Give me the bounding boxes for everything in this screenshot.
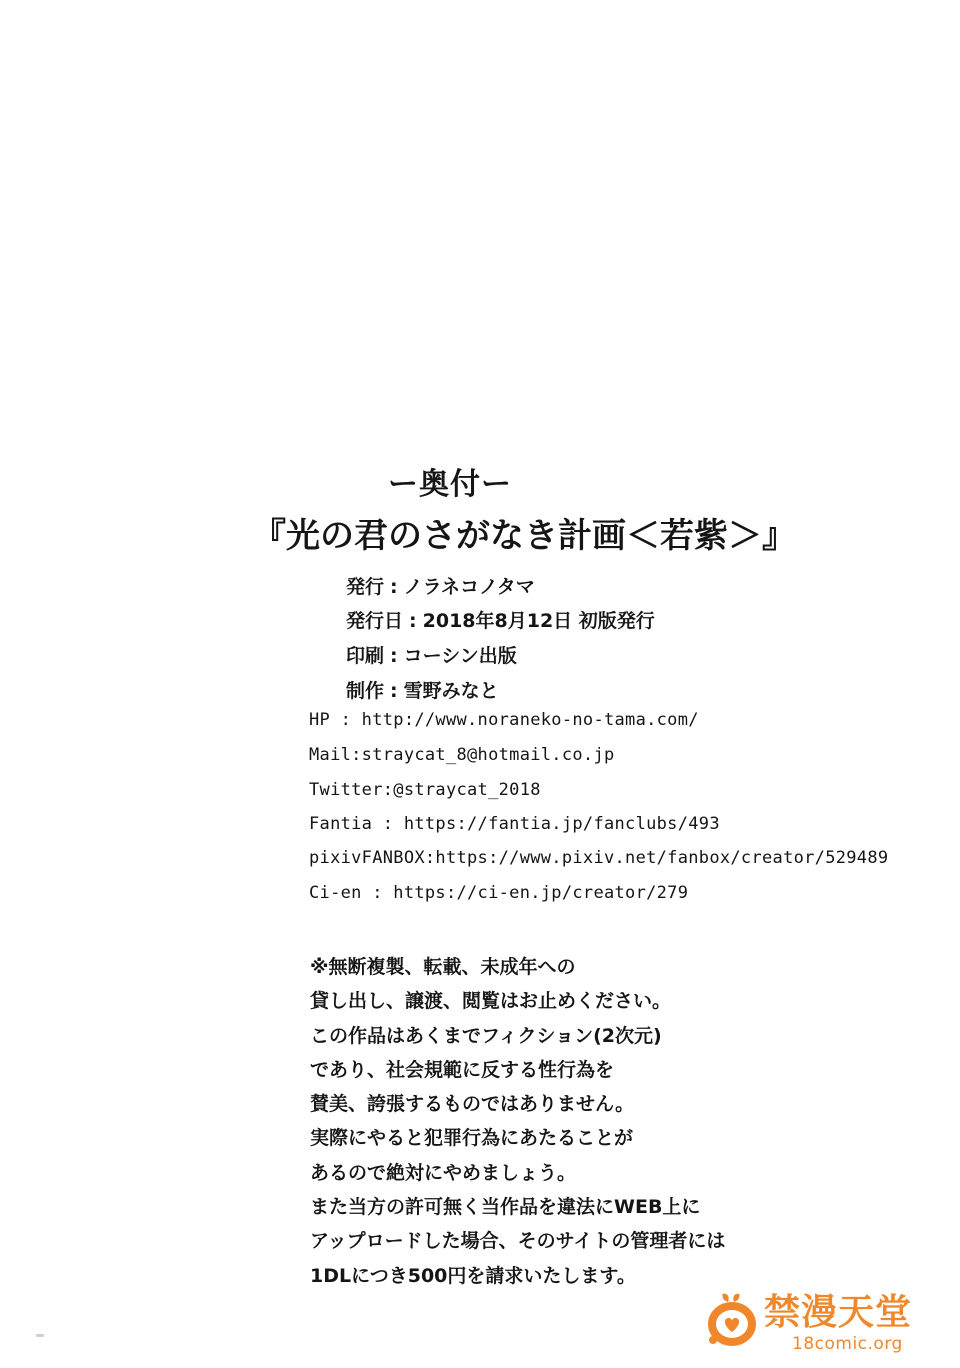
info-value: ノラネコノタマ	[403, 576, 535, 598]
info-row-production	[346, 676, 499, 703]
notice-line: あるので絶対にやめましょう。	[310, 1161, 577, 1184]
watermark-url: 18comic.org	[792, 1334, 903, 1354]
info-row-publish-date	[346, 606, 655, 633]
contact-mail: Mail:straycat_8@hotmail.co.jp	[309, 745, 615, 765]
scan-speck	[36, 1334, 44, 1337]
notice-line: 賛美、誇張するものではありません。	[310, 1093, 635, 1116]
copyright-notice	[310, 950, 725, 1293]
info-row-printer	[346, 641, 517, 668]
info-value: 雪野みなと	[403, 680, 499, 702]
info-value: コーシン出版	[403, 645, 517, 667]
info-separator: :	[390, 645, 398, 667]
colophon-heading: ー奥付ー	[388, 467, 512, 502]
info-label: 印刷	[346, 645, 385, 667]
info-separator: :	[390, 680, 398, 702]
info-label: 発行日	[346, 610, 404, 632]
book-title: 『光の君のさがなき計画＜若紫＞』	[252, 516, 796, 556]
watermark-mascot-icon	[704, 1290, 760, 1350]
info-separator: :	[390, 576, 398, 598]
notice-line: 貸し出し、譲渡、閲覧はお止めください。	[310, 990, 672, 1013]
contact-fantia: Fantia : https://fantia.jp/fanclubs/493	[309, 814, 720, 834]
notice-line: であり、社会規範に反する性行為を	[310, 1058, 615, 1081]
info-label: 発行	[346, 576, 385, 598]
contact-homepage: HP : http://www.noraneko-no-tama.com/	[309, 710, 699, 730]
notice-line: 実際にやると犯罪行為にあたることが	[310, 1127, 634, 1150]
contact-pixivfanbox: pixivFANBOX:https://www.pixiv.net/fanbox/creator/529489	[309, 848, 889, 868]
watermark	[700, 1282, 940, 1362]
notice-line: また当方の許可無く当作品を違法にWEB上に	[310, 1196, 701, 1219]
watermark-name: 禁漫天堂	[764, 1292, 913, 1333]
info-label: 制作	[346, 680, 385, 702]
contact-twitter: Twitter:@straycat_2018	[309, 780, 541, 800]
notice-line: この作品はあくまでフィクション(2次元)	[310, 1024, 662, 1047]
info-row-publisher	[346, 572, 535, 599]
info-value: 2018年8月12日 初版発行	[422, 610, 655, 632]
notice-line: アップロードした場合、そのサイトの管理者には	[310, 1230, 726, 1253]
info-separator: :	[409, 610, 417, 632]
notice-line: ※無断複製、転載、未成年への	[310, 956, 576, 978]
contact-ci-en: Ci-en : https://ci-en.jp/creator/279	[309, 883, 689, 903]
notice-line: 1DLにつき500円を請求いたします。	[310, 1264, 636, 1287]
